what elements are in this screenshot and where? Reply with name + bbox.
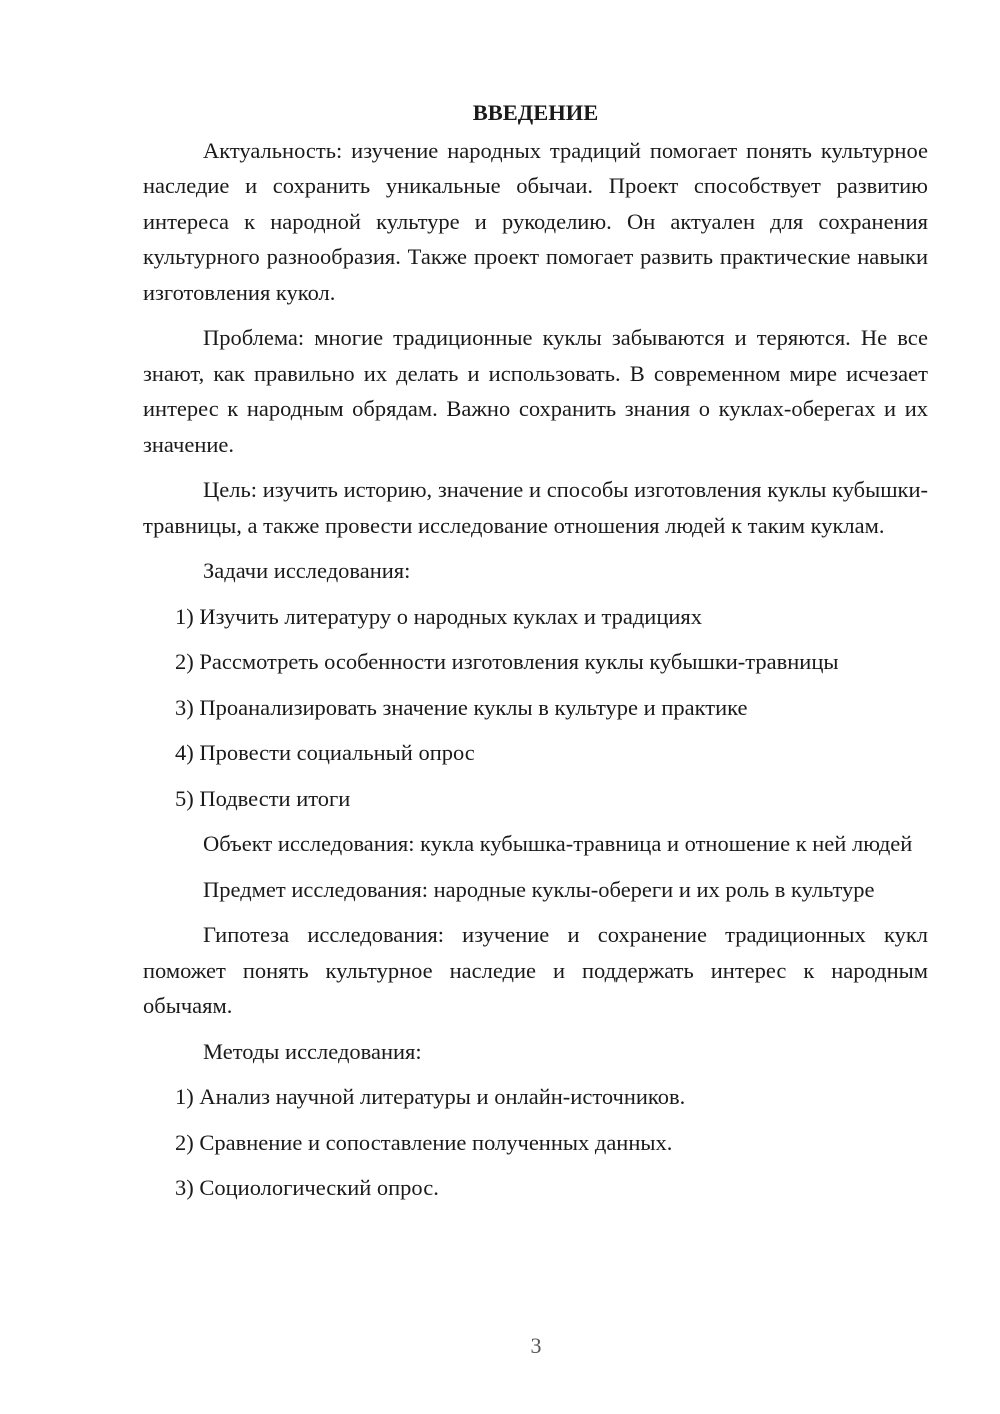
hypothesis-paragraph: Гипотеза исследования: изучение и сохранение традиционных кукл поможет понять культурное наследие и поддержать интерес к народным обычаям. <box>143 922 928 1018</box>
object-paragraph: Объект исследования: кукла кубышка-травница и отношение к ней людей <box>203 831 913 856</box>
actuality-paragraph: Актуальность: изучение народных традиций помогает понять культурное наследие и сохранить уникальные обычаи. Проект способствует развитию интереса к народной культуре и рукоделию. Он актуален для сохранения культурного разнообразия. Также проект помогает развить практические навыки изготовления кукол. <box>143 137 928 305</box>
task-item: 4) Провести социальный опрос <box>175 740 475 765</box>
tasks-list <box>143 599 928 817</box>
page-title: ВВЕДЕНИЕ <box>472 100 599 125</box>
subject-paragraph: Предмет исследования: народные куклы-обереги и их роль в культуре <box>203 876 875 902</box>
page-number: 3 <box>530 1333 542 1358</box>
method-item: 3) Социологический опрос. <box>175 1175 439 1200</box>
goal-paragraph: Цель: изучить историю, значение и способы изготовления куклы кубышки-травницы, а также провести исследование отношения людей к таким куклам. <box>143 477 928 538</box>
document-body <box>143 95 928 1216</box>
task-item: 3) Проанализировать значение куклы в культуре и практике <box>175 694 748 720</box>
methods-heading: Методы исследования: <box>203 1038 422 1064</box>
problem-paragraph: Проблема: многие традиционные куклы забываются и теряются. Не все знают, как правильно их делать и использовать. В современном мире исчезает интерес к народным обрядам. Важно сохранить знания о куклах-оберегах и их значение. <box>143 325 928 457</box>
task-item: 2) Рассмотреть особенности изготовления куклы кубышки-травницы <box>175 649 839 674</box>
methods-list <box>143 1079 928 1206</box>
task-item: 1) Изучить литературу о народных куклах и традициях <box>175 603 703 629</box>
method-item: 1) Анализ научной литературы и онлайн-источников. <box>175 1084 686 1109</box>
task-item: 5) Подвести итоги <box>175 785 351 811</box>
tasks-heading: Задачи исследования: <box>203 558 411 583</box>
method-item: 2) Сравнение и сопоставление полученных данных. <box>175 1129 673 1155</box>
